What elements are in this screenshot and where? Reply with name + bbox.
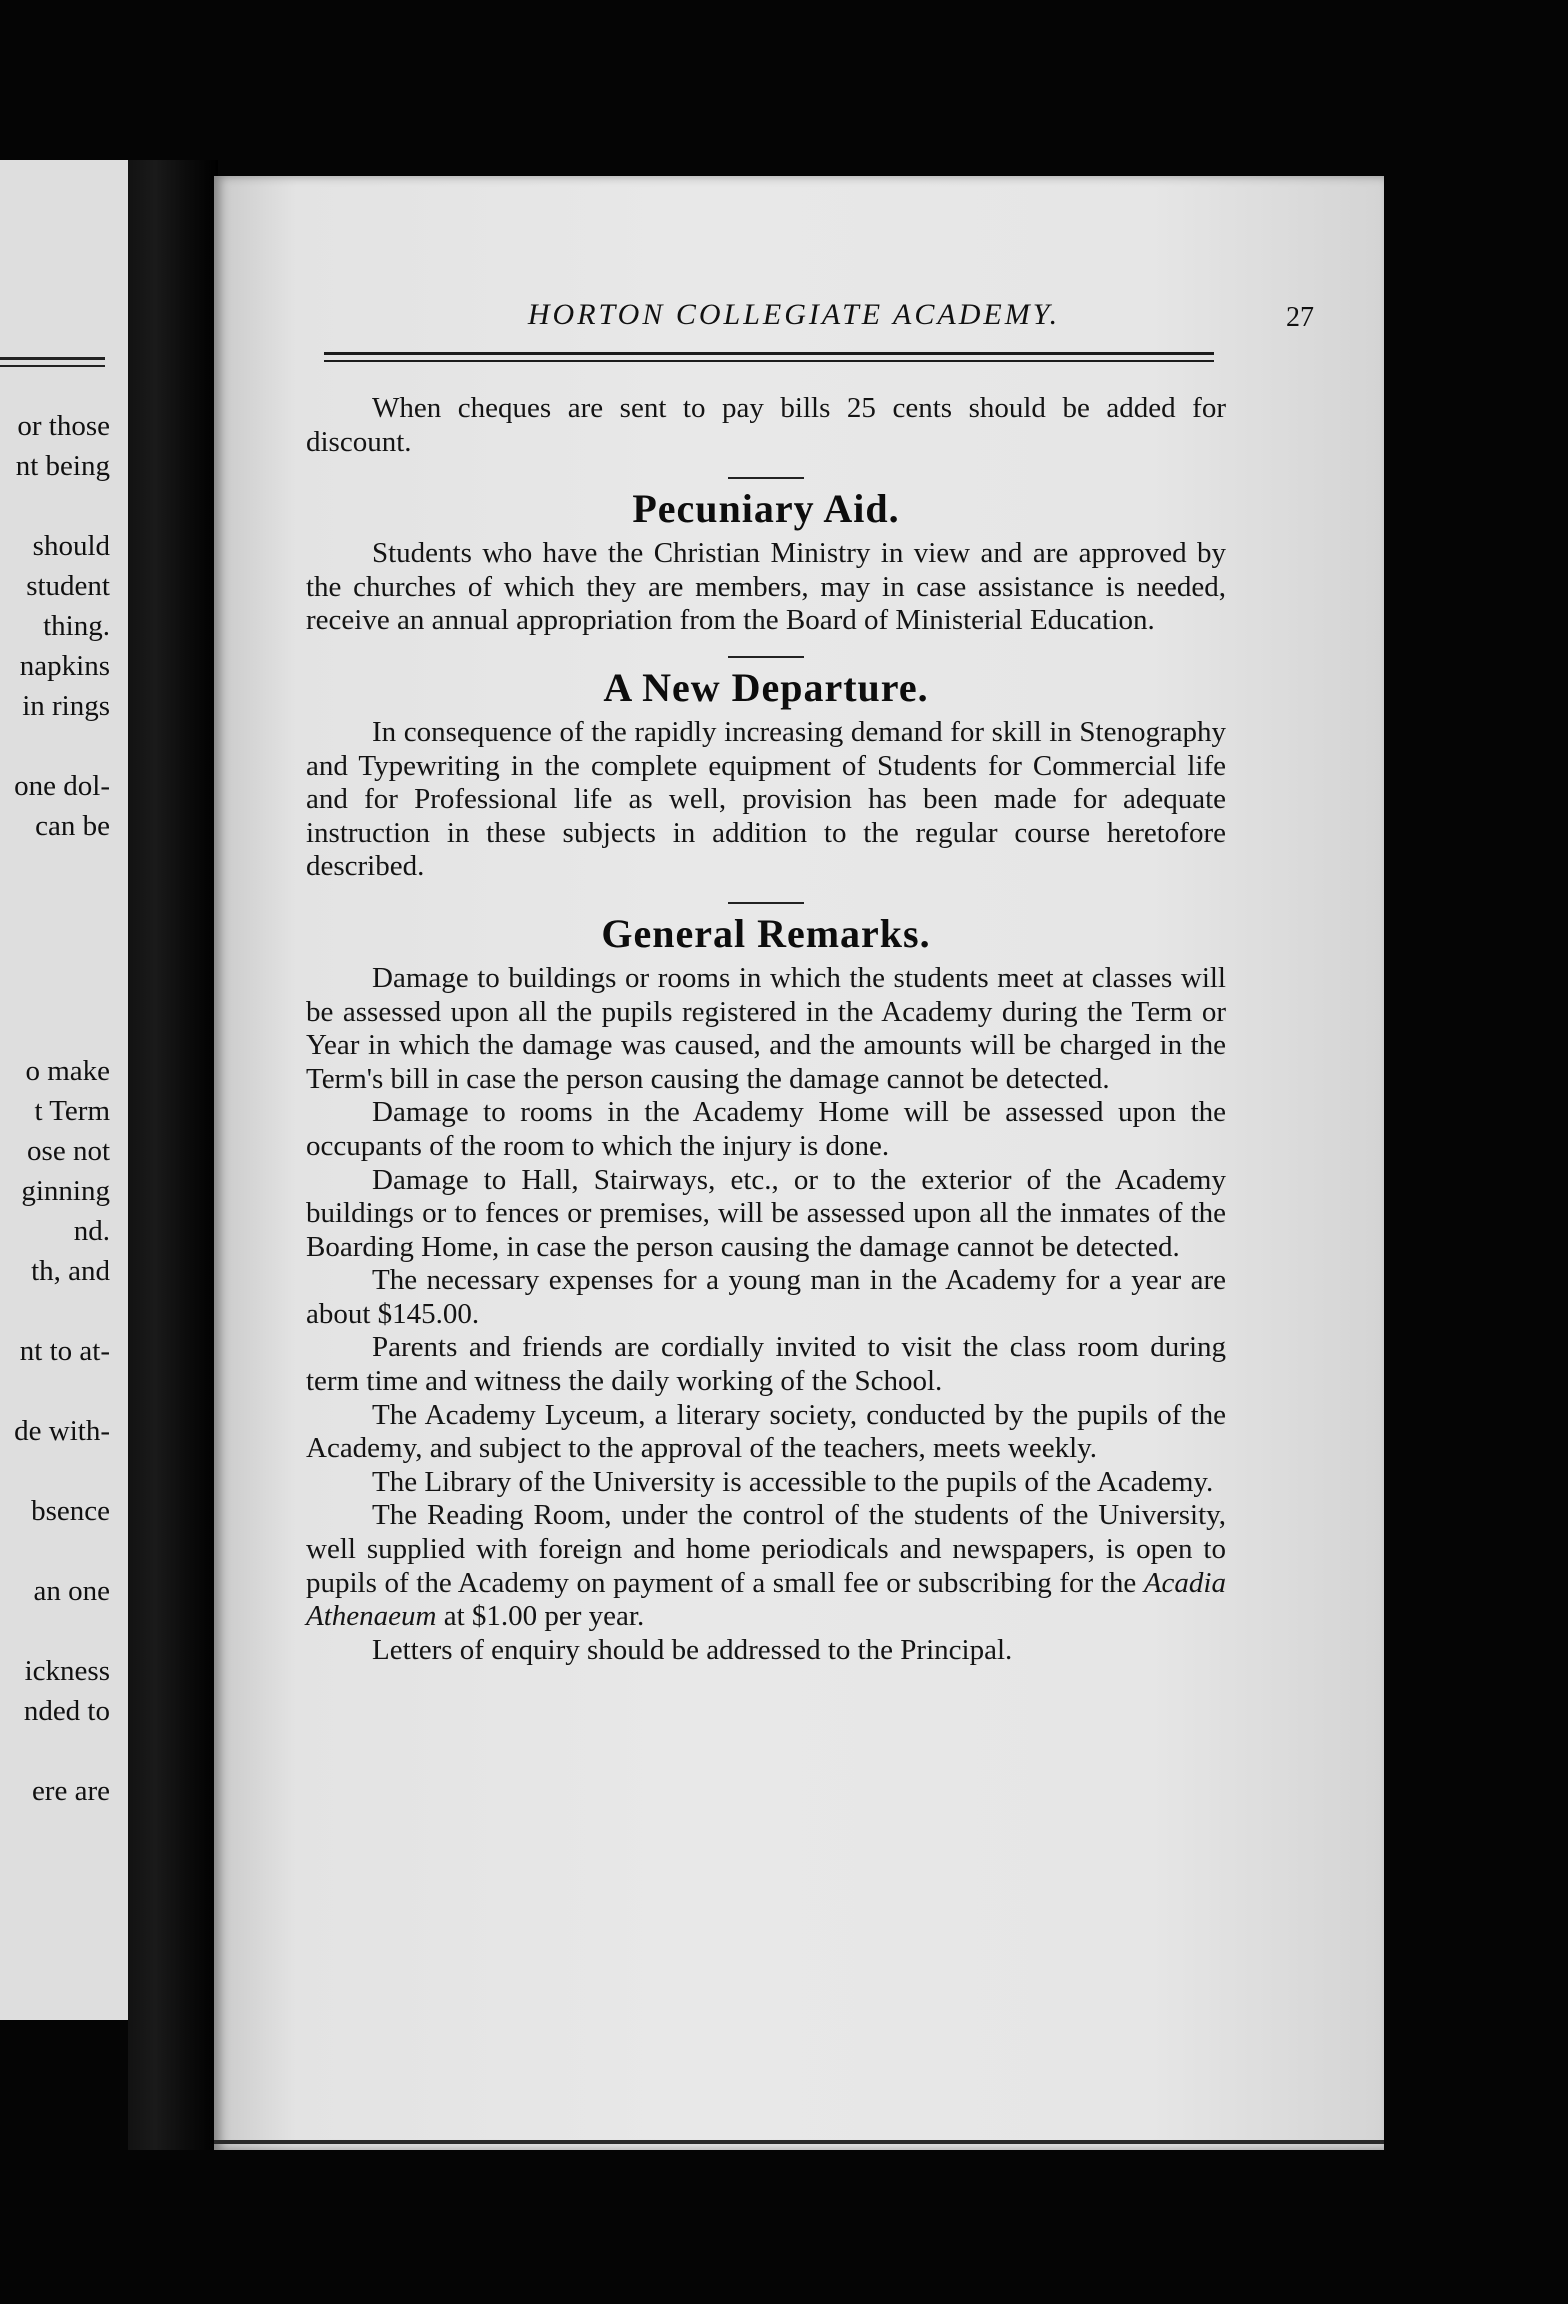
pecuniary-aid-paragraph: Students who have the Christian Ministry in view and are approved by the churches of which they are members, may in case assistance is needed, receive an annual appropriation from the Board of Ministerial Education.: [306, 537, 1226, 637]
closing-paragraph: Letters of enquiry should be addressed to the Principal.: [372, 1633, 1013, 1666]
left-page-edge: [0, 160, 128, 2020]
left-header-rule: [0, 357, 105, 360]
left-header-rule-thin: [0, 365, 105, 367]
left-text-fragment: nd.: [73, 1215, 110, 1247]
left-text-fragment: an one: [33, 1575, 110, 1607]
header-rule-thin: [324, 360, 1214, 362]
heading-general-remarks: General Remarks.: [601, 910, 931, 956]
left-text-fragment: nded to: [23, 1695, 110, 1727]
left-text-fragment: th, and: [31, 1255, 110, 1287]
left-text-fragment: o make: [25, 1055, 110, 1087]
body-text: [306, 392, 1226, 1667]
left-text-fragment: de with-: [14, 1415, 110, 1447]
remarks-paragraph: Damage to rooms in the Academy Home will be assessed upon the occupants of the room to which the injury is done.: [306, 1096, 1226, 1162]
section-separator: [728, 902, 804, 904]
reading-room-paragraph: [306, 1499, 1226, 1633]
left-text-fragment: or those: [17, 410, 110, 442]
left-text-fragment: ose not: [27, 1135, 110, 1167]
running-header-title: HORTON COLLEGIATE ACADEMY.: [527, 298, 1061, 331]
left-text-fragment: in rings: [22, 690, 110, 722]
remarks-paragraph: Damage to buildings or rooms in which the students meet at classes will be assessed upon all the pupils registered in the Academy during the Term or Year in which the damage was caused, and the amounts will be charged in the Term's bill in case the person causing the damage cannot be detected.: [306, 961, 1226, 1095]
page-bottom-edge: [214, 2140, 1384, 2144]
book-gutter: [128, 160, 218, 2150]
remarks-paragraph: The Library of the University is accessible to the pupils of the Academy.: [372, 1465, 1214, 1498]
section-separator: [728, 656, 804, 658]
header-rule: [324, 352, 1214, 355]
left-text-fragment: student: [26, 570, 110, 602]
remarks-paragraph: Damage to Hall, Stairways, etc., or to the exterior of the Academy buildings or to fences or premises, will be assessed upon all the inmates of the Boarding Home, in case the person causing the damage cannot be detected.: [306, 1163, 1226, 1263]
left-text-fragment: nt to at-: [19, 1335, 110, 1367]
page-number: 27: [1286, 302, 1314, 333]
intro-paragraph: When cheques are sent to pay bills 25 cents should be added for discount.: [306, 392, 1226, 458]
reading-room-text: The Reading Room, under the control of the students of the University, well supplied with foreign and home periodicals and newspapers, is open to pupils of the Academy on payment of a small fee or subscribing for the: [306, 1499, 1226, 1599]
section-separator: [728, 477, 804, 479]
left-text-fragment: should: [32, 530, 110, 562]
left-text-fragment: ginning: [21, 1175, 110, 1207]
left-text-fragment: t Term: [34, 1095, 110, 1127]
left-text-fragment: bsence: [31, 1495, 110, 1527]
left-text-fragment: can be: [35, 810, 110, 842]
left-text-fragment: ickness: [24, 1655, 110, 1687]
left-text-fragment: nt being: [15, 450, 110, 482]
left-text-fragment: one dol-: [14, 770, 110, 802]
left-text-fragment: ere are: [31, 1775, 110, 1807]
running-header: [324, 298, 1324, 342]
left-text-fragment: thing.: [43, 610, 110, 642]
reading-room-text-end: at $1.00 per year.: [436, 1600, 645, 1633]
heading-pecuniary-aid: Pecuniary Aid.: [632, 486, 900, 532]
athenaeum-title: Acadia Athenaeum: [306, 1566, 1226, 1633]
remarks-paragraph: The Academy Lyceum, a literary society, conducted by the pupils of the Academy, and subject to the approval of the teachers, meets weekly.: [306, 1398, 1226, 1465]
remarks-paragraph: The necessary expenses for a young man in the Academy for a year are about $145.00.: [306, 1264, 1226, 1330]
heading-new-departure: A New Departure.: [603, 664, 929, 710]
page: [214, 176, 1384, 2150]
new-departure-paragraph: In consequence of the rapidly increasing demand for skill in Stenography and Typewriting in the complete equipment of Students for Commercial life and for Professional life as well, provision has been made for adequate instruction in these subjects in addition to the regular course heretofore described.: [306, 715, 1226, 883]
remarks-paragraph: Parents and friends are cordially invited to visit the class room during term time and witness the daily working of the School.: [306, 1331, 1226, 1398]
left-text-fragment: napkins: [19, 650, 110, 682]
